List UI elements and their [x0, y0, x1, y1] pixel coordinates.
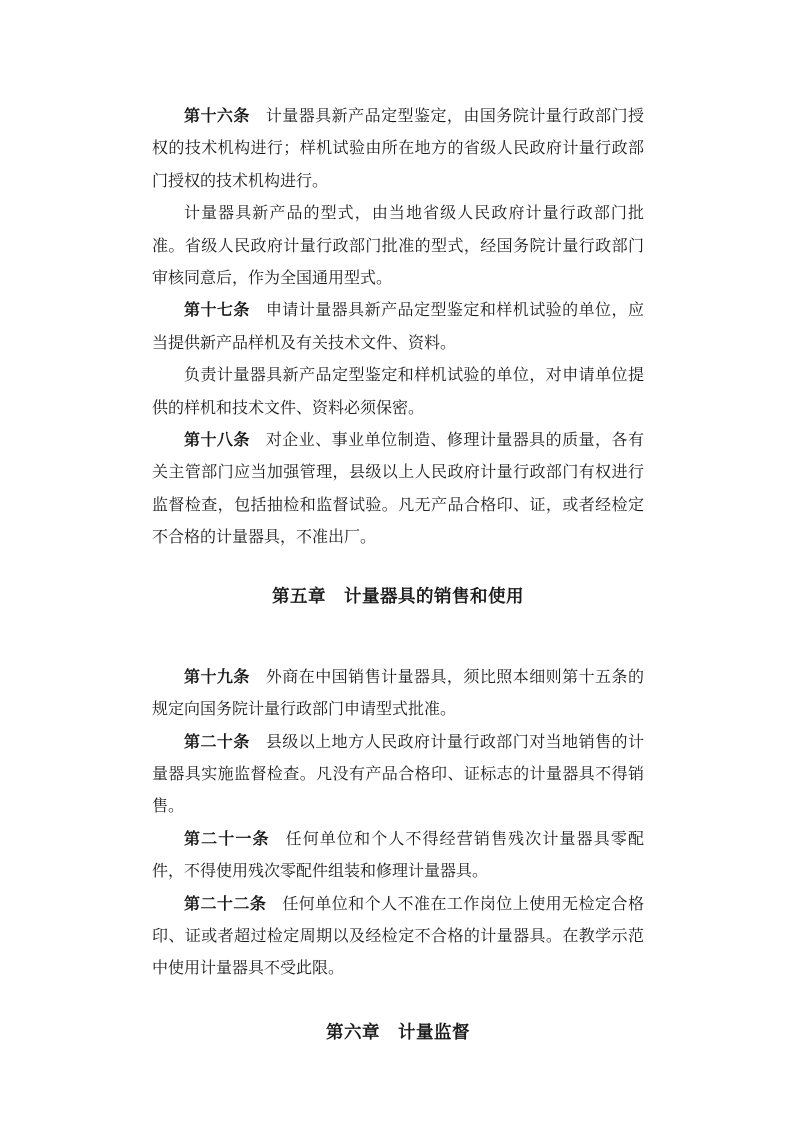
article-16	[152, 100, 644, 197]
article-19	[152, 661, 644, 726]
chapter-title: 计量器具的销售和使用	[344, 586, 524, 607]
article-number: 第二十二条	[184, 893, 267, 913]
article-number: 第二十条	[184, 731, 250, 751]
article-21	[152, 823, 644, 888]
article-text: 任何单位和个人不得经营销售残次计量器具零配件，不得使用残次零配件组装和修理计量器具。	[152, 828, 644, 881]
paragraph: 负责计量器具新产品定型鉴定和样机试验的单位，对申请单位提供的样机和技术文件、资料必须保密。	[152, 365, 644, 417]
article-number: 第十八条	[184, 430, 250, 450]
article-number: 第十九条	[184, 666, 250, 686]
chapter-number: 第六章	[326, 1022, 380, 1043]
article-number: 第十七条	[184, 300, 250, 320]
chapter-heading-6	[152, 1019, 644, 1047]
article-text: 申请计量器具新产品定型鉴定和样机试验的单位，应当提供新产品样机及有关技术文件、资料。	[152, 300, 644, 352]
paragraph: 计量器具新产品的型式，由当地省级人民政府计量行政部门批准。省级人民政府计量行政部门批准的型式，经国务院计量行政部门审核同意后，作为全国通用型式。	[152, 203, 644, 288]
chapter-number: 第五章	[272, 586, 326, 607]
article-text: 外商在中国销售计量器具，须比照本细则第十五条的规定向国务院计量行政部门申请型式批准。	[152, 666, 644, 719]
article-text: 计量器具新产品定型鉴定，由国务院计量行政部门授权的技术机构进行；样机试验由所在地方的省级人民政府计量行政部门授权的技术机构进行。	[152, 106, 644, 190]
article-text: 任何单位和个人不准在工作岗位上使用无检定合格印、证或者超过检定周期以及经检定不合格的计量器具。在教学示范中使用计量器具不受此限。	[152, 893, 644, 978]
article-17	[152, 294, 644, 359]
article-text: 县级以上地方人民政府计量行政部门对当地销售的计量器具实施监督检查。凡没有产品合格印、证标志的计量器具不得销售。	[152, 731, 644, 816]
article-number: 第十六条	[184, 106, 250, 125]
article-22	[152, 888, 644, 985]
document-page	[152, 100, 644, 1047]
chapter-title: 计量监督	[398, 1022, 470, 1043]
article-number: 第二十一条	[184, 828, 270, 848]
article-20	[152, 726, 644, 823]
article-text: 对企业、事业单位制造、修理计量器具的质量，各有关主管部门应当加强管理，县级以上人民政府计量行政部门有权进行监督检查，包括抽检和监督试验。凡无产品合格印、证，或者经检定不合格的计量器具，不准出厂。	[152, 430, 644, 547]
chapter-heading-5	[152, 583, 644, 611]
article-18	[152, 424, 644, 554]
